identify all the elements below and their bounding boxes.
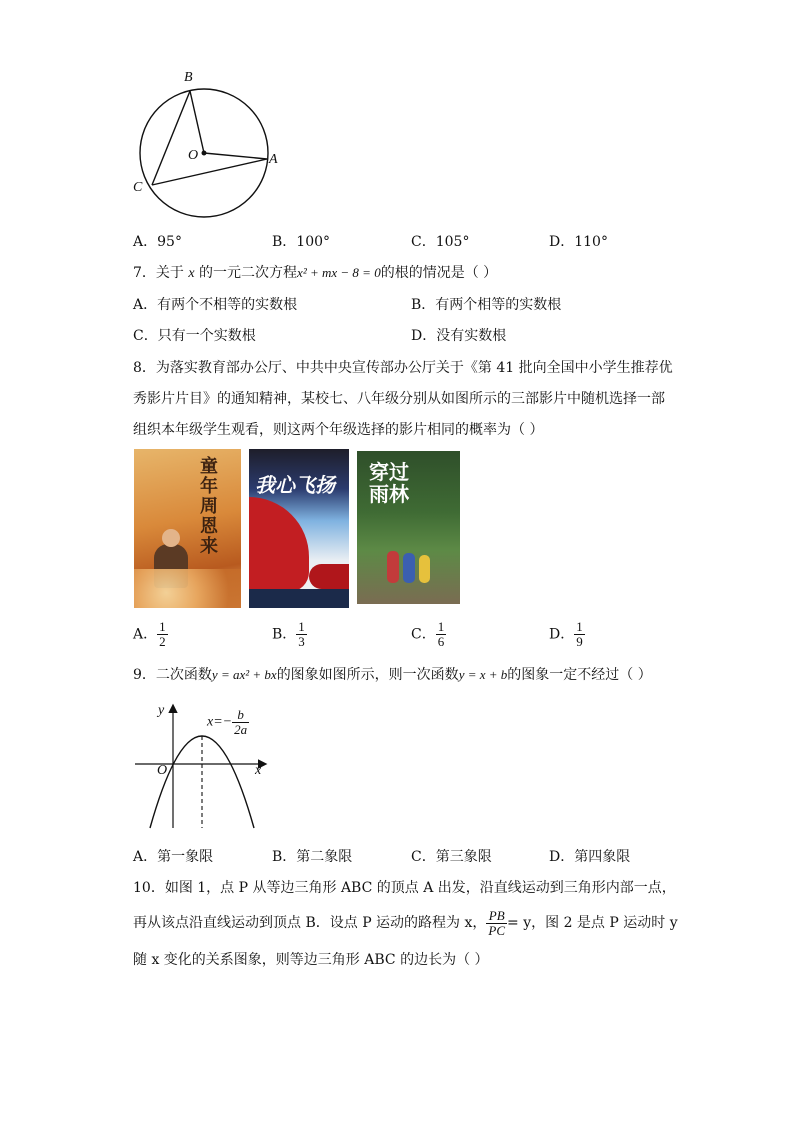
q9-option-b[interactable]: B．第二象限: [272, 849, 353, 865]
circle-diagram: [120, 64, 290, 229]
q8-option-d[interactable]: D． $\frac{1}{9}$: [549, 619, 583, 649]
poster-2-title: 我心飞扬: [255, 473, 335, 497]
q9-stem: 9．二次函数y = ax² + bx的图象如图所示，则一次函数y = x + b的图象一定不经过（ ）: [133, 667, 652, 683]
axis-of-symmetry-label: x=− $\frac{b}{2a}$: [207, 707, 248, 737]
q10-stem-line2: 再从该点沿直线运动到顶点 B．设点 P 运动的路程为 x， $\frac{PB}{PC}$ = y，图 2 是点 P 运动时 y: [133, 907, 678, 938]
poster-2: [249, 449, 349, 608]
q6-option-c[interactable]: C．105°: [411, 234, 470, 250]
q6-option-d[interactable]: D．110°: [549, 234, 608, 250]
q7-stem: 7．关于 x 的一元二次方程x² + mx − 8 = 0的根的情况是（ ）: [133, 265, 498, 281]
poster-1: [134, 449, 241, 608]
q9-option-c[interactable]: C．第三象限: [411, 849, 492, 865]
q9-option-a[interactable]: A．第一象限: [133, 849, 214, 865]
q6-option-b[interactable]: B．100°: [272, 234, 331, 250]
graph-origin-label: O: [157, 763, 168, 778]
poster-3-title: 穿过雨林: [369, 460, 409, 506]
graph-x-label: x: [255, 763, 262, 778]
poster-3: [357, 451, 460, 604]
q8-option-a[interactable]: A． $\frac{1}{2}$: [133, 619, 166, 649]
q10-stem-line3: 随 x 变化的关系图象，则等边三角形 ABC 的边长为（ ）: [133, 952, 489, 968]
q8-stem-line2: 秀影片片目》的通知精神，某校七、八年级分别从如图所示的三部影片中随机选择一部: [133, 391, 665, 407]
q7-option-a[interactable]: A．有两个不相等的实数根: [133, 297, 298, 313]
q9-option-d[interactable]: D．第四象限: [549, 849, 631, 865]
q8-option-b[interactable]: B． $\frac{1}{3}$: [272, 619, 305, 649]
q8-stem-line3: 组织本年级学生观看，则这两个年级选择的影片相同的概率为（ ）: [133, 422, 544, 438]
graph-y-label: y: [158, 703, 165, 718]
q7-option-d[interactable]: D．没有实数根: [411, 328, 507, 344]
poster-1-title: 童年周恩来: [200, 456, 218, 557]
q7-option-b[interactable]: B．有两个相等的实数根: [411, 297, 562, 313]
q6-option-a[interactable]: A．95°: [133, 234, 182, 250]
label-B: B: [184, 70, 193, 85]
q8-option-c[interactable]: C． $\frac{1}{6}$: [411, 619, 445, 649]
label-O: O: [188, 148, 199, 163]
label-C: C: [133, 180, 143, 195]
q7-option-c[interactable]: C．只有一个实数根: [133, 328, 256, 344]
q8-stem-line1: 8．为落实教育部办公厅、中共中央宣传部办公厅关于《第 41 批向全国中小学生推荐优: [133, 360, 673, 376]
q10-stem-line1: 10．如图 1，点 P 从等边三角形 ABC 的顶点 A 出发，沿直线运动到三角形内部一点，: [133, 880, 676, 896]
label-A: A: [269, 152, 278, 167]
